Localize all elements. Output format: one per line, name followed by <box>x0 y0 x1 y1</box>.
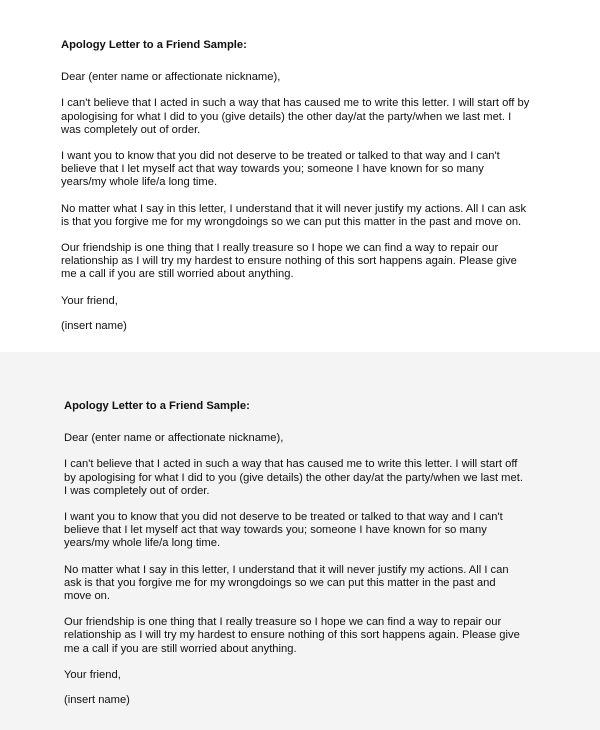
letter-closing: Your friend, <box>64 668 121 681</box>
letter-closing: Your friend, <box>61 294 118 307</box>
letter-paragraph: No matter what I say in this letter, I understand that it will never justify my actions. All I can ask is that you forgive me for my wrongdoings so we can put this matter in the past and move on. <box>61 202 527 228</box>
letter-greeting: Dear (enter name or affectionate nickname), <box>64 432 284 445</box>
letter-paragraph: I can't believe that I acted in such a way that has caused me to write this letter. I will start off by apologising for what I did to you (give details) the other day/at the party/when we last met. I was completely out of order. <box>61 97 530 136</box>
letter-paragraph: Our friendship is one thing that I really treasure so I hope we can find a way to repair our relationship as I will try my hardest to ensure nothing of this sort happens again. Please give me a call if you are still worried about anything. <box>64 616 520 655</box>
letter-body <box>64 400 526 719</box>
letter-body <box>61 39 531 345</box>
letter-title: Apology Letter to a Friend Sample: <box>61 39 247 51</box>
letter-panel-top <box>0 0 600 352</box>
letter-paragraph: I want you to know that you did not deserve to be treated or talked to that way and I can't believe that I let myself act that way towards you; someone I have known for so many years/my whole life/a long time. <box>61 150 500 189</box>
letter-paragraph: No matter what I say in this letter, I understand that it will never justify my actions. All I can ask is that you forgive me for my wrongdoings so we can put this matter in the past and move on. <box>64 563 509 603</box>
letter-paragraph: I can't believe that I acted in such a way that has caused me to write this letter. I will start off by apologising for what I did to you (give details) the other day/at the party/when we last met. I was completely out of order. <box>64 458 523 497</box>
letter-paragraph: Our friendship is one thing that I really treasure so I hope we can find a way to repair our relationship as I will try my hardest to ensure nothing of this sort happens again. Please give me a call if you are still worried about anything. <box>61 242 517 281</box>
letter-title: Apology Letter to a Friend Sample: <box>64 400 250 412</box>
letter-panel-bottom <box>0 352 600 730</box>
letter-paragraph: I want you to know that you did not deserve to be treated or talked to that way and I can't believe that I let myself act that way towards you; someone I have known for so many years/my whole life/a long time. <box>64 511 503 550</box>
letter-signature: (insert name) <box>61 319 127 332</box>
letter-signature: (insert name) <box>64 694 130 707</box>
letter-greeting: Dear (enter name or affectionate nickname), <box>61 71 281 84</box>
